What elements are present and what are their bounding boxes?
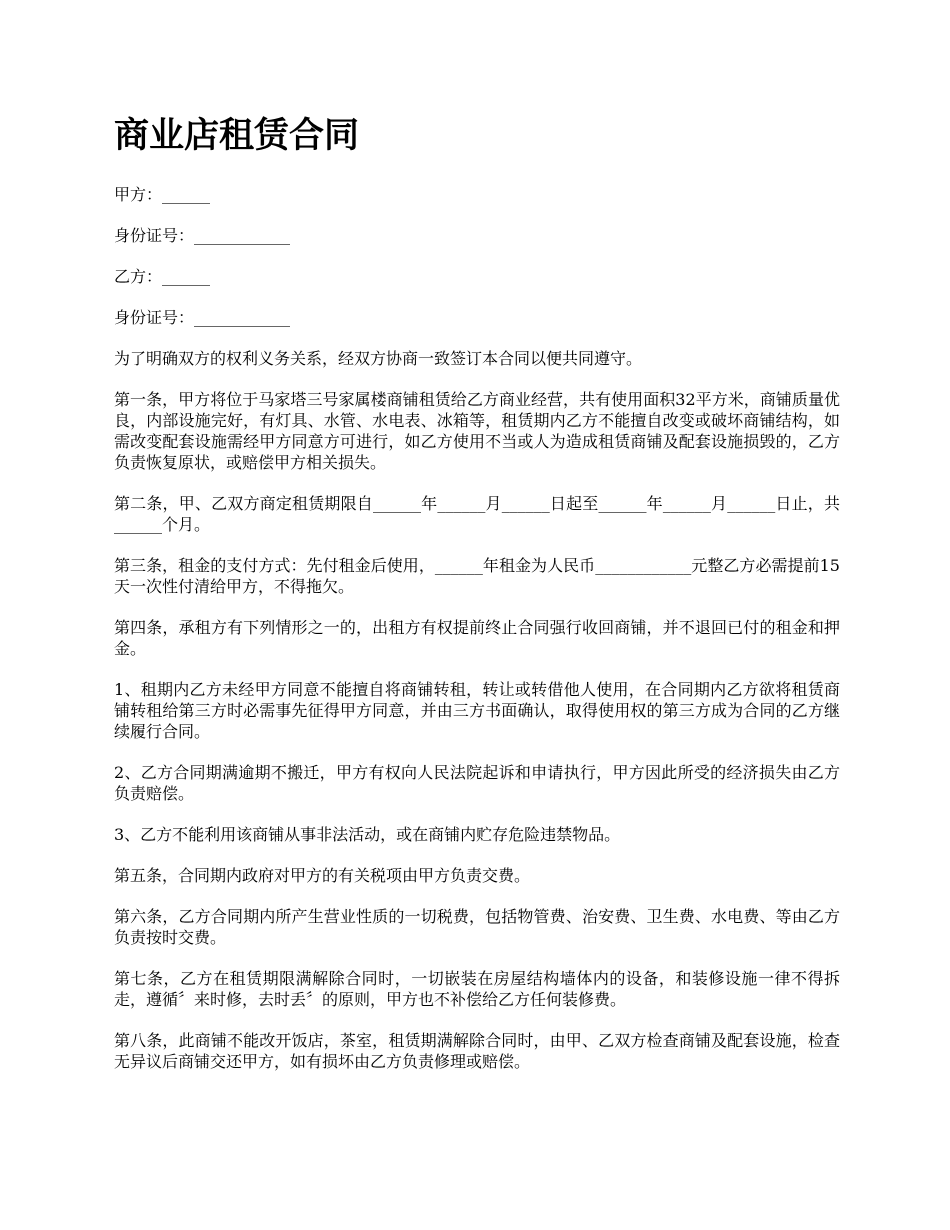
document-title: 商业店租赁合同 bbox=[114, 116, 360, 156]
article-1: 第一条，甲方将位于马家塔三号家属楼商铺租赁给乙方商业经营，共有使用面积32平方米，商铺质量优良，内部设施完好，有灯具、水管、水电表、冰箱等，租赁期内乙方不能擅自改变或破坏商铺结构，如需改变配套设施需经甲方同意方可进行，如乙方使用不当或人为造成租赁商铺及配套设施损毁的，乙方负责恢复原状，或赔偿甲方相关损失。 bbox=[114, 390, 840, 472]
article-6: 第六条，乙方合同期内所产生营业性质的一切税费，包括物管费、治安费、卫生费、水电费、等由乙方负责按时交费。 bbox=[114, 907, 840, 947]
article-4-clause-1: 1、租期内乙方未经甲方同意不能擅自将商铺转租，转让或转借他人使用，在合同期内乙方欲将租赁商铺转租给第三方时必需事先征得甲方同意，并由三方书面确认，取得使用权的第三方成为合同的乙方继续履行合同。 bbox=[114, 680, 840, 741]
article-4-clause-2: 2、乙方合同期满逾期不搬迁，甲方有权向人民法院起诉和申请执行，甲方因此所受的经济损失由乙方负责赔偿。 bbox=[114, 763, 840, 803]
article-2: 第二条，甲、乙双方商定租赁期限自______年______月______日起至______年______月______日止，共______个月。 bbox=[114, 494, 840, 534]
document-page bbox=[114, 112, 840, 1092]
article-7: 第七条，乙方在租赁期限满解除合同时，一切嵌装在房屋结构墙体内的设备，和装修设施一律不得拆走，遵循〞来时修，去时丢〞的原则，甲方也不补偿给乙方任何装修费。 bbox=[114, 969, 840, 1009]
article-4-clause-3: 3、乙方不能利用该商铺从事非法活动，或在商铺内贮存危险违禁物品。 bbox=[114, 825, 621, 844]
article-4: 第四条，承租方有下列情形之一的，出租方有权提前终止合同强行收回商铺，并不退回已付的租金和押金。 bbox=[114, 618, 840, 658]
article-3: 第三条，租金的支付方式：先付租金后使用，______年租金为人民币____________元整乙方必需提前15天一次性付清给甲方，不得拖欠。 bbox=[114, 556, 840, 596]
article-8: 第八条，此商铺不能改开饭店，茶室，租赁期满解除合同时，由甲、乙双方检查商铺及配套设施，检查无异议后商铺交还甲方，如有损坏由乙方负责修理或赔偿。 bbox=[114, 1031, 840, 1071]
party-b-id-field: 身份证号：____________ bbox=[114, 308, 291, 327]
party-a-id-field: 身份证号：____________ bbox=[114, 226, 291, 245]
party-b-field: 乙方：______ bbox=[114, 267, 211, 286]
party-a-field: 甲方：______ bbox=[114, 185, 211, 204]
article-5: 第五条，合同期内政府对甲方的有关税项由甲方负责交费。 bbox=[114, 866, 531, 885]
intro-paragraph: 为了明确双方的权利义务关系，经双方协商一致签订本合同以便共同遵守。 bbox=[114, 349, 643, 368]
